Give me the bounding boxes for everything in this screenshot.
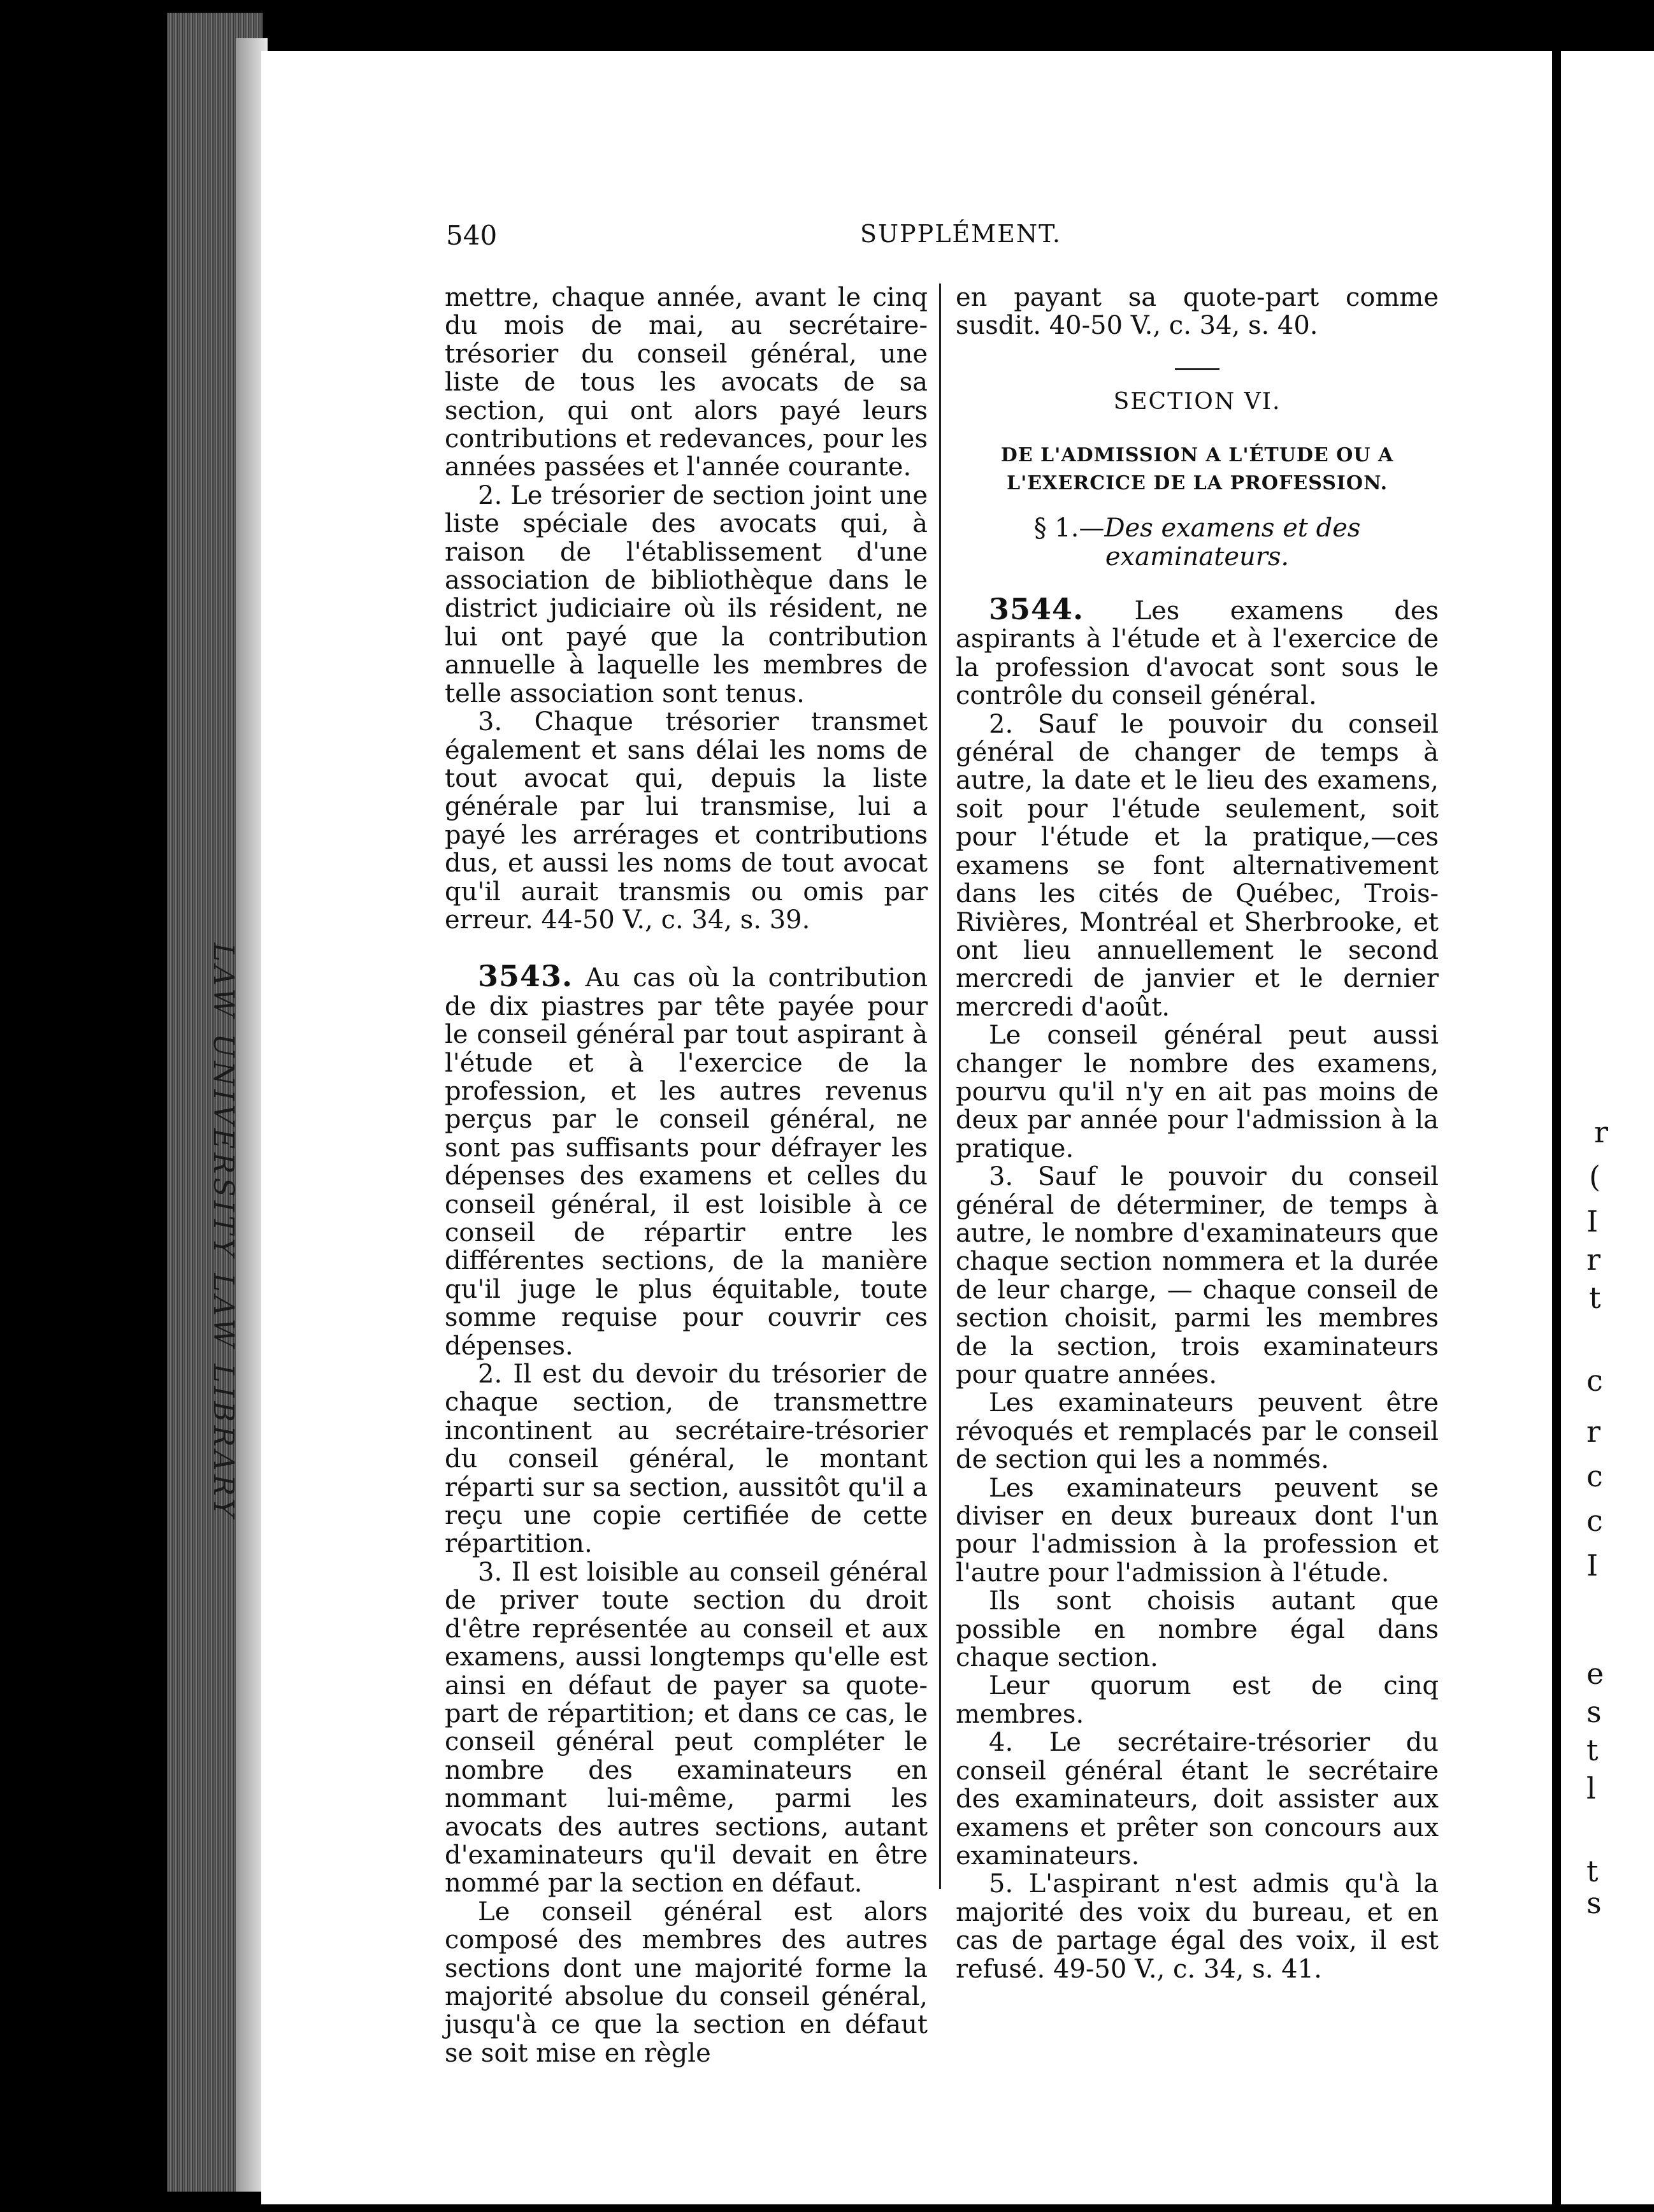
subsection-number: § 1.—	[1033, 514, 1105, 543]
paragraph: 3. Il est loisible au conseil général de priver toute section du droit d'être représentée au conseil et aux examens, aussi longtemps qu'elle est ainsi en défaut de payer sa quote-part de répartition; et dans ce cas, le conseil général peut compléter le nombre des examinateurs en nommant lui-même, parmi les avocats des autres sections, autant d'examinateurs qu'il devait en être nommé par la section en défaut.	[445, 1557, 928, 1899]
section-rule	[1175, 368, 1219, 370]
column-divider	[939, 284, 941, 1889]
library-stamp: LAW UNIVERSITY LAW LIBRARY	[207, 943, 240, 1521]
article-number: 3544.	[989, 592, 1084, 627]
paragraph: Les examinateurs peuvent être révoqués et remplacés par le conseil de section qui les a nommés.	[956, 1388, 1439, 1475]
paragraph: en payant sa quote-part comme susdit. 40-50 V., c. 34, s. 40.	[956, 283, 1439, 341]
article-text: Les examens des aspirants à l'étude et à l'exercice de la profession d'avocat sont sous le contrôle du conseil général.	[956, 596, 1439, 711]
paragraph: 2. Il est du devoir du trésorier de chaque section, de transmettre incontinent au secrétaire-trésorier du conseil général, le montant réparti sur sa section, aussitôt qu'il a reçu une copie certifiée de cette répartition.	[445, 1360, 928, 1559]
section-subtitle: DE L'ADMISSION A L'ÉTUDE OU A L'EXERCICE DE LA PROFESSION.	[1000, 444, 1394, 495]
next-page-char: c	[1586, 1504, 1603, 1538]
article-text: Au cas où la contribution de dix piastres par tête payée pour le conseil général par tout aspirant à l'étude et à l'exercice de la profession, et les autres revenus perçus par le conseil général, ne sont pas suffisants pour défrayer les dépenses des examens et celles du conseil général, il est loisible à ce conseil de répartir entre les différentes sections, de la manière qu'il juge le plus équitable, toute somme requise pour couvrir ces dépenses.	[445, 963, 928, 1361]
article-number: 3543.	[478, 959, 573, 994]
next-page-char: r	[1586, 1414, 1600, 1449]
page-header	[446, 220, 1440, 258]
paragraph: 4. Le secrétaire-trésorier du conseil général étant le secrétaire des examinateurs, doit assister aux examens et prêter son concours aux examinateurs.	[956, 1728, 1439, 1871]
next-page-char: c	[1586, 1363, 1603, 1398]
paragraph: Le conseil général est alors composé des membres des autres sections dont une majorité forme la majorité absolue du conseil général, jusqu'à ce que la section en défaut se soit mise en règle	[445, 1897, 928, 2068]
subsection-heading	[956, 514, 1439, 571]
paragraph: 5. L'aspirant n'est admis qu'à la majorité des voix du bureau, et en cas de partage égal des voix, il est refusé. 49-50 V., c. 34, s. 41.	[956, 1869, 1439, 1984]
paragraph: Le conseil général peut aussi changer le nombre des examens, pourvu qu'il n'y en ait pas moins de deux par année pour l'admission à la pratique.	[956, 1021, 1439, 1163]
next-page-char: t	[1586, 1733, 1599, 1767]
next-page-char: t	[1586, 1854, 1599, 1888]
running-title: SUPPLÉMENT.	[860, 220, 1061, 248]
paragraph: mettre, chaque année, avant le cinq du mois de mai, au secrétaire-trésorier du conseil général, une liste de tous les avocats de sa section, qui ont alors payé leurs contributions et redevances, pour les années passées et l'année courante.	[445, 283, 928, 482]
article-3543	[445, 959, 928, 1361]
paragraph: Leur quorum est de cinq membres.	[956, 1671, 1439, 1729]
next-page-char: c	[1586, 1459, 1603, 1493]
paragraph: 2. Sauf le pouvoir du conseil général de changer de temps à autre, la date et le lieu des examens, soit pour l'étude seulement, soit pour l'étude et la pratique,—ces examens se font alternativement dans les cités de Québec, Trois-Rivières, Montréal et Sherbrooke, et ont lieu annuellement le second mercredi de janvier et le dernier mercredi d'août.	[956, 709, 1439, 1022]
next-page-char: s	[1586, 1886, 1602, 1920]
right-column	[956, 284, 1439, 1983]
next-page-char: r	[1586, 1242, 1600, 1277]
subsection-title: Des examens et des examinateurs.	[1104, 514, 1361, 571]
paragraph: 3. Sauf le pouvoir du conseil général de déterminer, de temps à autre, le nombre d'examinateurs que chaque section nommera et la durée de leur charge, — chaque conseil de section choisit, parmi les membres de la section, trois examinateurs pour quatre années.	[956, 1162, 1439, 1390]
paragraph: Ils sont choisis autant que possible en nombre égal dans chaque section.	[956, 1586, 1439, 1673]
next-page-char: I	[1586, 1204, 1599, 1239]
paragraph: 2. Le trésorier de section joint une liste spéciale des avocats qui, à raison de l'établissement d'une association de bibliothèque dans le district judiciaire où ils résident, ne lui ont payé que la contribution annuelle à laquelle les membres de telle association sont tenus.	[445, 480, 928, 708]
next-page-char: e	[1586, 1656, 1604, 1691]
left-column	[445, 284, 928, 2067]
next-page-char: (	[1589, 1160, 1600, 1194]
page-number: 540	[446, 220, 498, 251]
next-page-char: r	[1594, 1115, 1608, 1149]
paragraph: Les examinateurs peuvent se diviser en deux bureaux dont l'un pour l'admission à la profession et l'autre pour l'admission à l'étude.	[956, 1473, 1439, 1588]
next-page-char: t	[1589, 1281, 1601, 1315]
article-3544	[956, 592, 1439, 711]
next-page-char: s	[1586, 1695, 1602, 1729]
section-title: SECTION VI.	[1113, 388, 1281, 415]
paragraph: 3. Chaque trésorier transmet également et sans délai les noms de tout avocat qui, depuis la liste générale par lui transmise, lui a payé les arrérages et contributions dus, et aussi les noms de tout avocat qu'il aurait transmis ou omis par erreur. 44-50 V., c. 34, s. 39.	[445, 707, 928, 935]
next-page-fragment	[1561, 51, 1654, 2204]
next-page-char: I	[1586, 1548, 1599, 1583]
next-page-char: l	[1586, 1771, 1596, 1806]
